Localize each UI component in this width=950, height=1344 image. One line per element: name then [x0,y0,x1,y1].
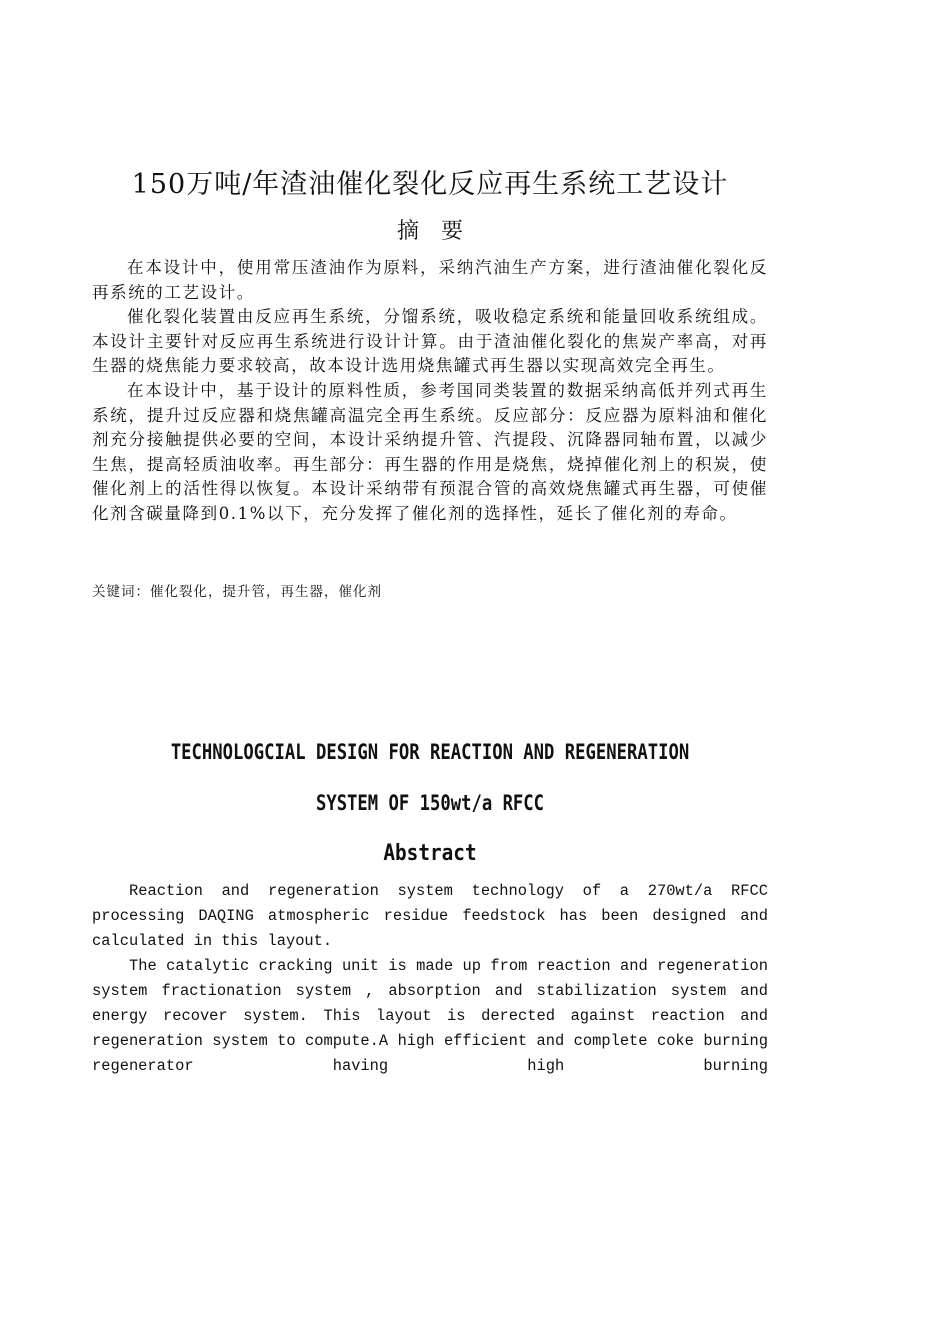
chinese-paragraph-3: 在本设计中，基于设计的原料性质，参考国同类装置的数据采纳高低并列式再生系统，提升过反应器和烧焦罐高温完全再生系统。反应部分：反应器为原料油和催化剂充分接触提供必要的空间，本设计采纳提升管、汽提段、沉降器同轴布置，以减少生焦，提高轻质油收率。再生部分：再生器的作用是烧焦，烧掉催化剂上的积炭，使催化剂上的活性得以恢复。本设计采纳带有预混合管的高效烧焦罐式再生器，可使催化剂含碳量降到0.1%以下，充分发挥了催化剂的选择性，延长了催化剂的寿命。 [92,380,768,523]
chinese-abstract-body [92,256,768,527]
chinese-paragraph-1: 在本设计中，使用常压渣油作为原料，采纳汽油生产方案，进行渣油催化裂化反再系统的工艺设计。 [92,258,768,302]
english-paragraph-1: Reaction and regeneration system technology of a 270wt/a RFCC processing DAQING atmospheric residue feedstock has been designed and calculated in this layout. [92,882,768,950]
english-paragraph-2: The catalytic cracking unit is made up from reaction and regeneration system fractionation system , absorption and stabilization system and energy recover system. This layout is derected against reaction and regeneration system to compute.A high efficient and complete coke burning regenerator having high burning [92,957,768,1075]
english-title-line-1: TECHNOLOGCIAL DESIGN FOR REACTION AND REGENERATION [170,740,690,764]
english-abstract-heading: Abstract [383,841,477,866]
english-abstract-body [92,879,768,1079]
chinese-keywords: 关键词：催化裂化，提升管，再生器，催化剂 [92,584,382,600]
chinese-abstract-heading: 摘要 [396,219,485,244]
english-title-line-2: SYSTEM OF 150wt/a RFCC [315,791,545,815]
chinese-title: 150万吨/年渣油催化裂化反应再生系统工艺设计 [131,169,729,200]
chinese-paragraph-2: 催化裂化装置由反应再生系统，分馏系统，吸收稳定系统和能量回收系统组成。本设计主要针对反应再生系统进行设计计算。由于渣油催化裂化的焦炭产率高，对再生器的烧焦能力要求较高，故本设计选用烧焦罐式再生器以实现高效完全再生。 [92,307,768,376]
